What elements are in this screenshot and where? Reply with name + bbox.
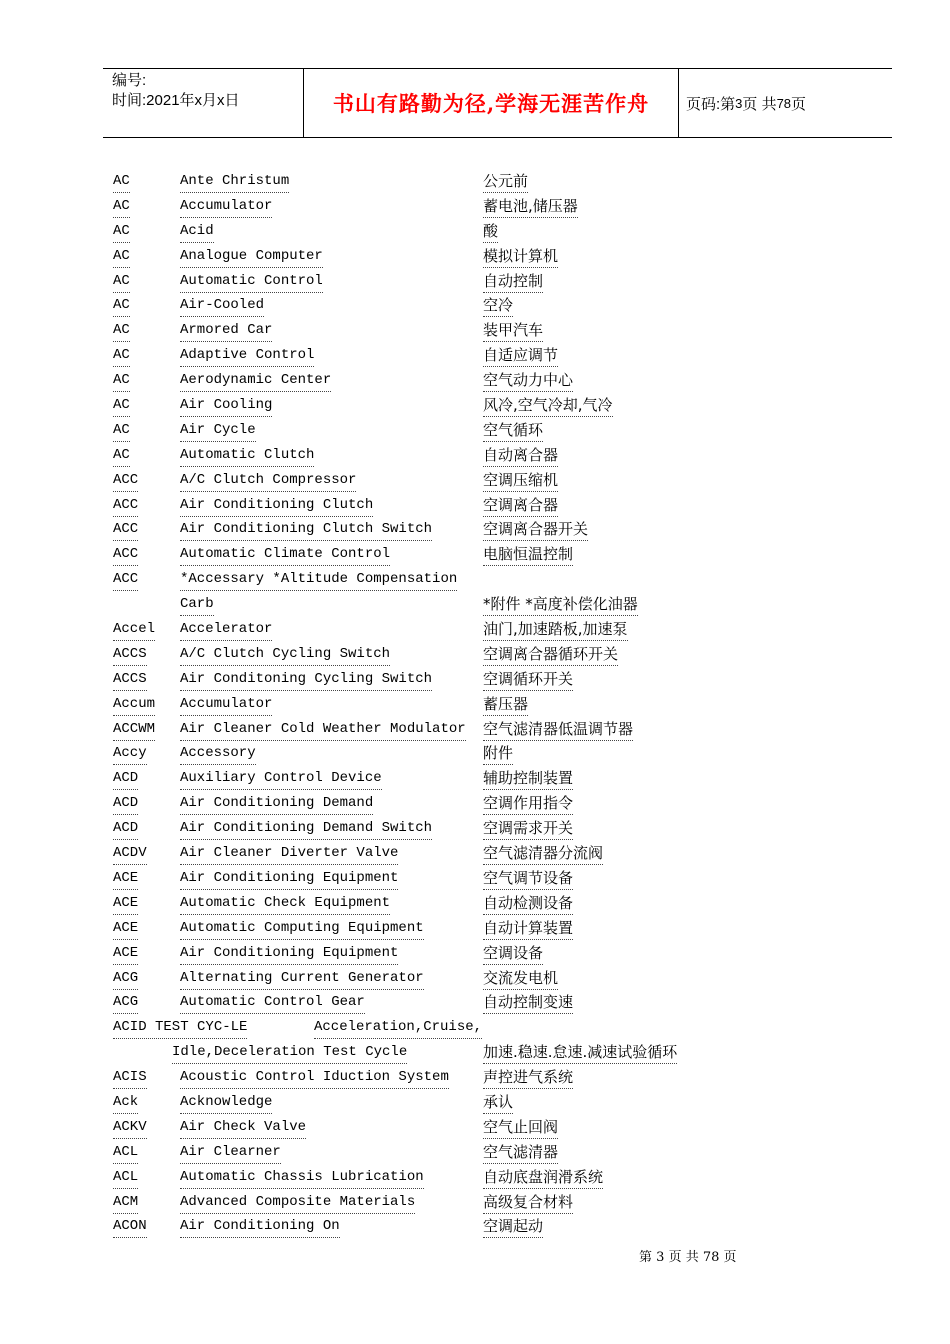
glossary-chinese-term: 空调离合器循环开关 xyxy=(483,641,618,666)
glossary-abbreviation: ACD xyxy=(113,815,138,840)
glossary-english-term: Acceleration,Cruise, xyxy=(314,1014,482,1039)
glossary-abbreviation: ACON xyxy=(113,1213,147,1238)
glossary-english-term: Accessory xyxy=(180,740,256,765)
header-page-mid: 页 共 xyxy=(742,95,777,113)
glossary-english-term: Air Conditioning Clutch xyxy=(180,492,373,517)
glossary-chinese-term: 蓄压器 xyxy=(483,691,528,716)
glossary-chinese-term: 自动底盘润滑系统 xyxy=(483,1164,603,1189)
glossary-english-term: Air Conditioning On xyxy=(180,1213,340,1238)
glossary-abbreviation: ACIS xyxy=(113,1064,147,1089)
glossary-chinese-term: 承认 xyxy=(483,1089,513,1114)
header-meta xyxy=(103,69,303,137)
glossary-chinese-term: 空气循环 xyxy=(483,417,543,442)
header-page-total: 78 xyxy=(776,95,792,111)
glossary-chinese-term: 高级复合材料 xyxy=(483,1189,573,1214)
glossary-chinese-term: 自适应调节 xyxy=(483,342,558,367)
glossary-english-term: Accelerator xyxy=(180,616,272,641)
glossary-abbreviation: AC xyxy=(113,442,130,467)
glossary-chinese-term: 装甲汽车 xyxy=(483,317,543,342)
glossary-english-term: Automatic Chassis Lubrication xyxy=(180,1164,424,1189)
footer-page-number: 3 xyxy=(656,1250,665,1265)
glossary-chinese-term: 自动计算装置 xyxy=(483,915,573,940)
glossary-row xyxy=(113,591,733,616)
glossary-chinese-term: 空冷 xyxy=(483,292,513,317)
glossary-chinese-term: 风冷,空气冷却,气冷 xyxy=(483,392,613,417)
glossary-abbreviation: ACID TEST CYC-LE xyxy=(113,1014,247,1039)
glossary-abbreviation: ACCS xyxy=(113,641,147,666)
glossary-chinese-term: 交流发电机 xyxy=(483,965,558,990)
glossary-chinese-term: 空气止回阀 xyxy=(483,1114,558,1139)
glossary-row xyxy=(113,1189,733,1214)
glossary-chinese-term: 自动控制变速 xyxy=(483,989,573,1014)
footer-prefix: 第 xyxy=(639,1250,653,1265)
glossary-row xyxy=(113,417,733,442)
glossary-row xyxy=(113,442,733,467)
glossary-row xyxy=(113,292,733,317)
glossary-chinese-term: 辅助控制装置 xyxy=(483,765,573,790)
glossary-abbreviation: ACE xyxy=(113,865,138,890)
glossary-row xyxy=(113,641,733,666)
glossary-abbreviation: ACC xyxy=(113,467,138,492)
glossary-row xyxy=(113,840,733,865)
header-slogan: 书山有路勤为径,学海无涯苦作舟 xyxy=(303,69,679,137)
glossary-chinese-term: 声控进气系统 xyxy=(483,1064,573,1089)
glossary-chinese-term: 空调起动 xyxy=(483,1213,543,1238)
glossary-english-term: Acoustic Control Iduction System xyxy=(180,1064,449,1089)
glossary-english-term: Automatic Control Gear xyxy=(180,989,365,1014)
glossary-row xyxy=(113,740,733,765)
glossary-chinese-term: 模拟计算机 xyxy=(483,243,558,268)
glossary-english-term: Advanced Composite Materials xyxy=(180,1189,415,1214)
glossary-english-term: Accumulator xyxy=(180,691,272,716)
glossary-english-term: Air Conditioning Equipment xyxy=(180,865,398,890)
header-page-number: 3 xyxy=(735,95,743,111)
footer-mid: 页 共 xyxy=(668,1250,699,1265)
glossary-row xyxy=(113,317,733,342)
glossary-english-term: Automatic Control xyxy=(180,268,323,293)
glossary-row xyxy=(113,168,733,193)
glossary-row xyxy=(113,1039,733,1064)
glossary-row xyxy=(113,1164,733,1189)
glossary-row xyxy=(113,342,733,367)
glossary-abbreviation: ACDV xyxy=(113,840,147,865)
glossary-row xyxy=(113,243,733,268)
glossary-abbreviation: AC xyxy=(113,168,130,193)
glossary-abbreviation: ACE xyxy=(113,940,138,965)
glossary-abbreviation: ACG xyxy=(113,965,138,990)
glossary-english-term: A/C Clutch Compressor xyxy=(180,467,356,492)
glossary-row xyxy=(113,765,733,790)
glossary-row xyxy=(113,516,733,541)
glossary-english-term: Alternating Current Generator xyxy=(180,965,424,990)
glossary-english-term: Acknowledge xyxy=(180,1089,272,1114)
glossary-abbreviation: ACL xyxy=(113,1164,138,1189)
glossary-row xyxy=(113,691,733,716)
glossary-abbreviation: ACM xyxy=(113,1189,138,1214)
glossary-abbreviation: Accy xyxy=(113,740,147,765)
glossary-english-term: Air Conditioning Demand xyxy=(180,790,373,815)
glossary-row xyxy=(113,1213,733,1238)
glossary-chinese-term: 油门,加速踏板,加速泵 xyxy=(483,616,628,641)
glossary-english-term: Automatic Clutch xyxy=(180,442,314,467)
glossary-abbreviation: AC xyxy=(113,268,130,293)
glossary-english-term: Air Conditioning Equipment xyxy=(180,940,398,965)
glossary-chinese-term: 加速.稳速.怠速.减速试验循环 xyxy=(483,1039,677,1064)
glossary-chinese-term: 酸 xyxy=(483,218,498,243)
glossary-row xyxy=(113,616,733,641)
glossary-abbreviation: ACC xyxy=(113,541,138,566)
glossary-chinese-term: 空调循环开关 xyxy=(483,666,573,691)
glossary-abbreviation: ACC xyxy=(113,516,138,541)
glossary-abbreviation: Accum xyxy=(113,691,155,716)
glossary-chinese-term: 空调离合器开关 xyxy=(483,516,588,541)
glossary-chinese-term: 空气动力中心 xyxy=(483,367,573,392)
glossary-english-term: Auxiliary Control Device xyxy=(180,765,382,790)
glossary-row xyxy=(113,940,733,965)
glossary-abbreviation: AC xyxy=(113,417,130,442)
glossary-abbreviation: ACE xyxy=(113,915,138,940)
glossary-abbreviation: AC xyxy=(113,193,130,218)
glossary-english-term: Automatic Check Equipment xyxy=(180,890,390,915)
glossary-chinese-term: 空调压缩机 xyxy=(483,467,558,492)
glossary-row xyxy=(113,268,733,293)
glossary-english-term: Air Check Valve xyxy=(180,1114,306,1139)
glossary-abbreviation: ACCS xyxy=(113,666,147,691)
glossary-chinese-term: 公元前 xyxy=(483,168,528,193)
glossary-english-term: Aerodynamic Center xyxy=(180,367,331,392)
page-footer xyxy=(639,1246,737,1265)
glossary-abbreviation: AC xyxy=(113,342,130,367)
glossary-row xyxy=(113,492,733,517)
glossary-chinese-term: 空调作用指令 xyxy=(483,790,573,815)
glossary-row xyxy=(113,218,733,243)
glossary-english-term: *Accessary *Altitude Compensation xyxy=(180,566,457,591)
glossary-row xyxy=(113,1064,733,1089)
glossary-row xyxy=(113,815,733,840)
footer-suffix: 页 xyxy=(723,1250,737,1265)
glossary-row xyxy=(113,467,733,492)
header-page-info xyxy=(678,69,892,137)
glossary-row xyxy=(113,666,733,691)
glossary-abbreviation: ACD xyxy=(113,765,138,790)
glossary-chinese-term: 自动控制 xyxy=(483,268,543,293)
glossary-chinese-term: 空调离合器 xyxy=(483,492,558,517)
glossary-row xyxy=(113,1089,733,1114)
glossary-abbreviation: Accel xyxy=(113,616,155,641)
glossary-chinese-term: 自动离合器 xyxy=(483,442,558,467)
glossary-chinese-term: 空气滤清器分流阀 xyxy=(483,840,603,865)
header-page-suffix: 页 xyxy=(791,95,807,113)
document-time-label: 时间:2021年x月x日 xyxy=(112,92,240,109)
glossary-row xyxy=(113,790,733,815)
glossary-abbreviation: ACC xyxy=(113,566,138,591)
glossary-abbreviation: AC xyxy=(113,292,130,317)
glossary-english-term: Air-Cooled xyxy=(180,292,264,317)
glossary-chinese-term: *附件 *高度补偿化油器 xyxy=(483,591,638,616)
glossary-abbreviation: ACCWM xyxy=(113,716,155,741)
glossary-chinese-term: 蓄电池,储压器 xyxy=(483,193,578,218)
glossary-row xyxy=(113,367,733,392)
glossary-english-term: Acid xyxy=(180,218,214,243)
glossary-chinese-term: 附件 xyxy=(483,740,513,765)
glossary-row xyxy=(113,193,733,218)
glossary-abbreviation: AC xyxy=(113,317,130,342)
glossary-row xyxy=(113,865,733,890)
footer-page-total: 78 xyxy=(702,1250,720,1265)
page-header xyxy=(103,68,892,138)
glossary-chinese-term: 空气滤清器低温调节器 xyxy=(483,716,633,741)
glossary-abbreviation: AC xyxy=(113,243,130,268)
document-number-label: 编号: xyxy=(112,72,147,89)
glossary-abbreviation: ACD xyxy=(113,790,138,815)
glossary-chinese-term: 电脑恒温控制 xyxy=(483,541,573,566)
glossary-english-term: Air Cooling xyxy=(180,392,272,417)
glossary-abbreviation: AC xyxy=(113,367,130,392)
glossary-english-term: Automatic Computing Equipment xyxy=(180,915,424,940)
header-page-prefix: 页码:第 xyxy=(686,95,736,113)
glossary-english-term: Carb xyxy=(180,591,214,616)
glossary-list xyxy=(113,168,733,1238)
glossary-english-term: Accumulator xyxy=(180,193,272,218)
glossary-english-term: Air Cleaner Cold Weather Modulator xyxy=(180,716,466,741)
glossary-english-term: Air Cleaner Diverter Valve xyxy=(180,840,398,865)
glossary-english-term: Automatic Climate Control xyxy=(180,541,390,566)
glossary-row xyxy=(113,392,733,417)
glossary-row xyxy=(113,915,733,940)
glossary-english-term: Air Conditioning Clutch Switch xyxy=(180,516,432,541)
glossary-abbreviation: ACE xyxy=(113,890,138,915)
glossary-english-term: Air Cycle xyxy=(180,417,256,442)
glossary-row xyxy=(113,989,733,1014)
glossary-english-term: Ante Christum xyxy=(180,168,289,193)
glossary-row xyxy=(113,965,733,990)
glossary-english-term: A/C Clutch Cycling Switch xyxy=(180,641,390,666)
glossary-english-term: Analogue Computer xyxy=(180,243,323,268)
glossary-row xyxy=(113,890,733,915)
glossary-abbreviation: ACL xyxy=(113,1139,138,1164)
glossary-row xyxy=(113,566,733,591)
glossary-row xyxy=(113,1139,733,1164)
glossary-chinese-term: 空调需求开关 xyxy=(483,815,573,840)
glossary-abbreviation: AC xyxy=(113,218,130,243)
glossary-abbreviation: ACG xyxy=(113,989,138,1014)
glossary-row xyxy=(113,541,733,566)
glossary-abbreviation: ACC xyxy=(113,492,138,517)
glossary-chinese-term: 空气滤清器 xyxy=(483,1139,558,1164)
glossary-chinese-term: 自动检测设备 xyxy=(483,890,573,915)
glossary-abbreviation: ACKV xyxy=(113,1114,147,1139)
glossary-chinese-term: 空调设备 xyxy=(483,940,543,965)
glossary-row xyxy=(113,1014,733,1039)
glossary-row xyxy=(113,1114,733,1139)
glossary-chinese-term: 空气调节设备 xyxy=(483,865,573,890)
glossary-abbreviation: Ack xyxy=(113,1089,138,1114)
glossary-english-term: Idle,Deceleration Test Cycle xyxy=(172,1039,407,1064)
glossary-english-term: Adaptive Control xyxy=(180,342,314,367)
glossary-english-term: Armored Car xyxy=(180,317,272,342)
glossary-abbreviation: AC xyxy=(113,392,130,417)
glossary-row xyxy=(113,716,733,741)
glossary-english-term: Air Clearner xyxy=(180,1139,281,1164)
glossary-english-term: Air Conditoning Cycling Switch xyxy=(180,666,432,691)
glossary-english-term: Air Conditioning Demand Switch xyxy=(180,815,432,840)
